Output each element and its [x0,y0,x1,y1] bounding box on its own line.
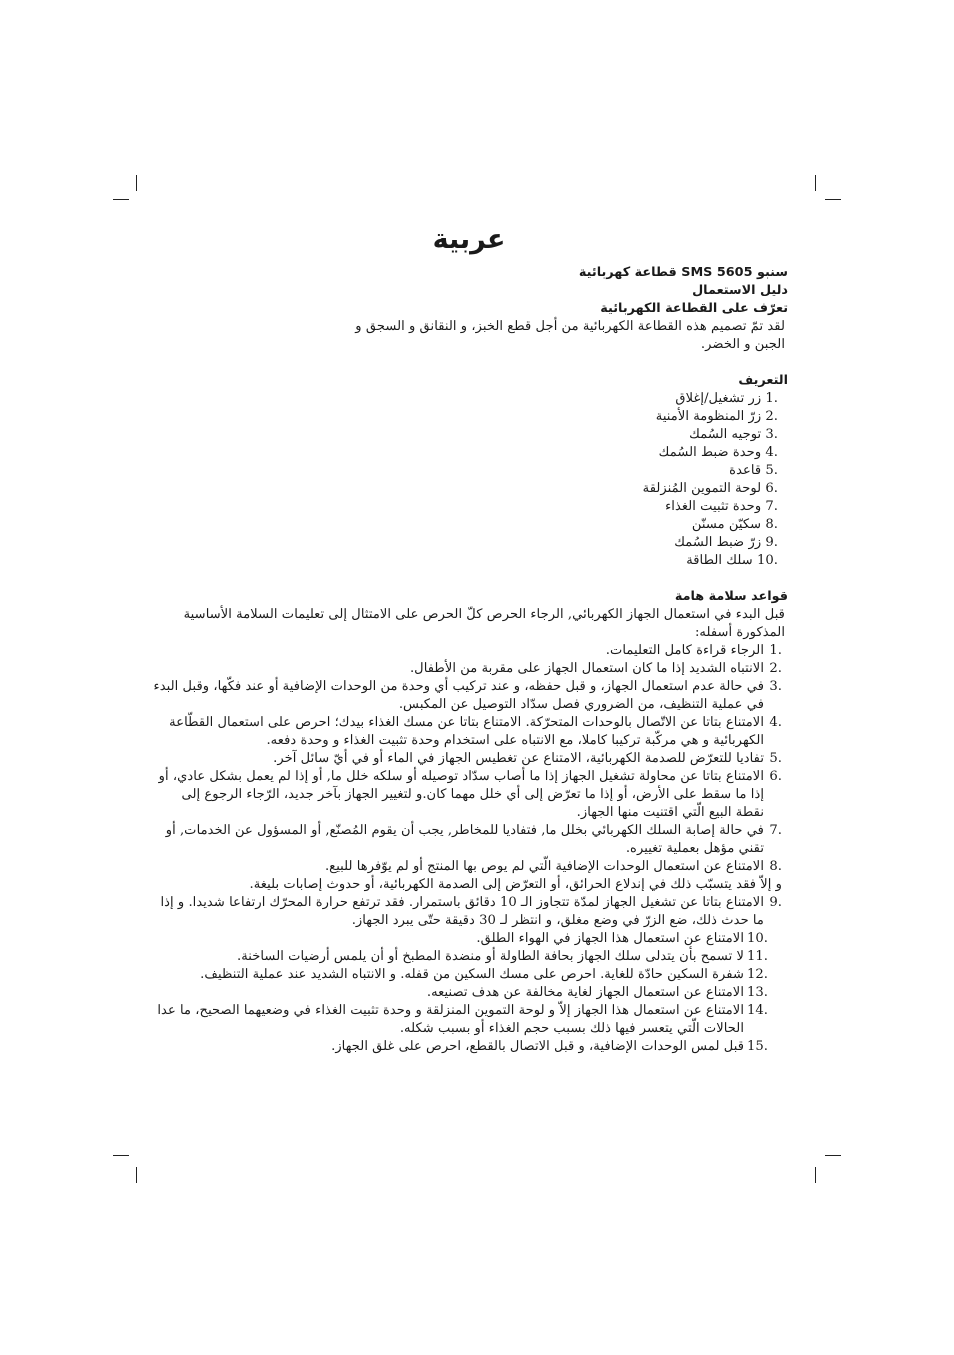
intro-heading: تعرّف على القطاعة الكهربائية [600,301,788,316]
safety-item-text: الامتناع بتاتا عن محاولة تشغيل الجهاز إذا ما أصاب سدّاد توصيله أو سلكه خلل ما, أو إذا لم يعمل بشكل عادي، أو إذا ما سقط على الأرض، أو إذا ما تعرّض إلى أي خلل مهما كان.و لتغيير الجهاز بآخر جديد، الرّجاء الرجوع إلى نقطة البيع الّتي اقتنيت منها الجهاز. [158,769,764,820]
safety-item-text: الانتباه الشديد إذا ما كان استعمال الجهاز على مقربة من الأطفال. [409,661,764,676]
crop-mark [825,1155,841,1156]
safety-item-number: 2. [769,661,782,676]
definition-item [150,552,788,570]
definition-item-number: 2. [765,409,778,424]
safety-item [150,750,788,768]
safety-item-text: لا تسمح بأن يتدلى سلك الجهاز بحافة الطاولة أو منضدة المطبخ أو أن يلمس أرضيات الساخنة. [237,949,744,964]
safety-item-text: الامتناع عن استعمال هذا الجهاز في الهواء الطلق. [476,931,744,946]
definition-item-number: 6. [765,481,778,496]
definition-item [150,408,788,426]
safety-item-number: 11. [747,949,768,964]
safety-item-text: في حالة عدم استعمال الجهاز، و قبل حفظه، و عند تركيب أي وحدة من الوحدات الإضافية أو عند فكّها، وقبل البدء في عملية التنظيف، من الضروري فصل سدّاد التوصيل عن المكبس. [153,679,764,712]
crop-mark [815,175,816,191]
crop-mark [136,175,137,191]
safety-item [150,660,788,678]
definition-item-text: سكيّن مسنّن [691,517,762,532]
safety-item-text: تفاديا للتعرّض للصدمة الكهربائية، الامتناع عن تغطيس الجهاز في الماء أو في أيّ سائل آخر. [273,751,764,766]
definition-item-number: 9. [765,535,778,550]
safety-item-text: قبل لمس الوحدات الإضافية، و قبل الاتصال بالقطع، احرص على غلق الجهاز. [331,1039,744,1054]
crop-mark [825,199,841,200]
safety-item-text: الامتناع عن استعمال الجهاز لغاية مخالفة عن هدف تصنيعه. [426,985,744,1000]
safety-item-number: 15. [747,1039,768,1054]
safety-item-number: 5. [769,751,782,766]
safety-item-text: شفرة السكين حادّة للغاية. احرص على مسك السكين من قفله. و الانتباه الشديد عند عملية التنظيف. [200,967,744,982]
safety-intro: قبل البدء في استعمال الجهاز الكهربائي, الرجاء الحرص كلّ الحرص على الامتثال إلى تعليمات السلامة الأساسية المذكورة أسفله: [183,607,785,640]
definition-item-text: وحدة ضبط السُمك [658,445,762,460]
safety-item-number: 9. [769,895,782,910]
safety-item-number: 13. [747,985,768,1000]
safety-item [150,930,788,948]
safety-item-number: 12. [747,967,768,982]
safety-item-number: 8. [769,859,782,874]
definition-heading: التعريف [738,373,788,388]
definition-item-text: سلك الطاقة [686,553,753,568]
manual-label: دليل الاستعمال [692,283,788,298]
safety-item [150,714,788,750]
definition-item [150,534,788,552]
safety-item-text: في حالة إصابة السلك الكهربائي بخلل ما, فتفاديا للمخاطر, يجب أن يقوم المُصنّع, أو المسؤول عن الخدمات, أو تقني مؤهل بعملية تغييره. [165,823,764,856]
definition-item [150,480,788,498]
definition-item-number: 7. [765,499,778,514]
safety-item-text: الرجاء قراءة كامل التعليمات. [605,643,764,658]
manual-page [150,220,788,1056]
safety-item-text: الامتناع عن استعمال هذا الجهاز إلاّ و لوحة التموين المنزلقة و وحدة تثبيت الغذاء في وضعيهما الصحيح، ما عدا الحالات الّتي يتعسر فيها ذلك بسبب حجم الغذاء أو بسبب شكله. [157,1003,744,1036]
crop-mark [113,199,129,200]
safety-item [150,642,788,660]
safety-item [150,984,788,1002]
safety-item-number: 14. [747,1003,768,1018]
definition-item-number: 5. [765,463,778,478]
product-title: سنبو SMS 5605 قطاعة كهربائية [578,265,788,280]
safety-item [150,678,788,714]
definition-item [150,516,788,534]
safety-item [150,822,788,858]
definition-item-text: زرّ المنظومة الأمنية [655,409,762,424]
definition-item-text: زرّ ضبط السُمك [674,535,762,550]
language-title: عربية [432,224,506,255]
definition-item-number: 3. [765,427,778,442]
safety-item-number: 1. [769,643,782,658]
crop-mark [136,1167,137,1183]
crop-mark [815,1167,816,1183]
safety-item-number: 6. [769,769,782,784]
crop-mark [113,1155,129,1156]
definition-item-text: وحدة تثبيت الغذاء [665,499,762,514]
safety-item-number: 3. [769,679,782,694]
safety-list [150,642,788,1056]
safety-item [150,1038,788,1056]
definition-item [150,498,788,516]
safety-item [150,1002,788,1038]
definition-item-text: قاعدة [729,463,762,478]
definition-list [150,390,788,570]
definition-item [150,390,788,408]
safety-item-number: 7. [769,823,782,838]
definition-item-number: 4. [765,445,778,460]
definition-item-text: توجيه السُمك [689,427,762,442]
safety-item [150,768,788,822]
safety-item-number: 4. [769,715,782,730]
safety-item-text: الامتناع بتاتا عن تشغيل الجهاز لمدّة تتجاوز الـ 10 دقائق باستمرار. فقد ترتفع حرارة المحرّك ارتفاعا شديدا. و إذا ما حدث ذلك، ضع الزرّ في وضع مغلق، و انتظر لـ 30 دقيقة حتّى يبرد الجهاز. [160,895,764,928]
safety-item-text: الامتناع بتاتا عن الاتّصال بالوحدات المتحرّكة. الامتناع بتاتا عن مسك الغذاء بيدك؛ احرص على استعمال القطّاعة الكهربائية و هي مركّبة تركيبا كاملا، مع الانتباه على استخدام وحدة تثبيت الغذاء و وحدة دفعه. [169,715,764,748]
definition-item [150,462,788,480]
definition-item-text: لوحة التموين المُنزلقة [642,481,762,496]
intro-paragraph: لقد تمّ تصميم هذه القطاعة الكهربائية من أجل قطع الخبز، و النقانق و السجق و الجبن و الخضر. [355,319,785,352]
safety-item [150,876,788,894]
definition-item [150,426,788,444]
definition-item-number: 8. [765,517,778,532]
definition-item-number: 10. [757,553,778,568]
safety-heading: قواعد سلامة هامة [674,589,788,604]
safety-item [150,894,788,930]
definition-item-text: زر تشغيل/إغلاق [675,391,762,406]
safety-item [150,948,788,966]
definition-item [150,444,788,462]
safety-item [150,966,788,984]
definition-item-number: 1. [765,391,778,406]
safety-item-number: 10. [747,931,768,946]
safety-item [150,858,788,876]
safety-item-text: و إلاّ فقد يتسبّب ذلك في إندلاع الحرائق، أو التعرّض إلى الصدمة الكهربائية، أو حدوث إصابات بليغة. [249,877,782,892]
safety-item-text: الامتناع عن استعمال الوحدات الإضافية الّتي لم يوص بها المنتج أو لم يوّفرها للبيع. [324,859,764,874]
